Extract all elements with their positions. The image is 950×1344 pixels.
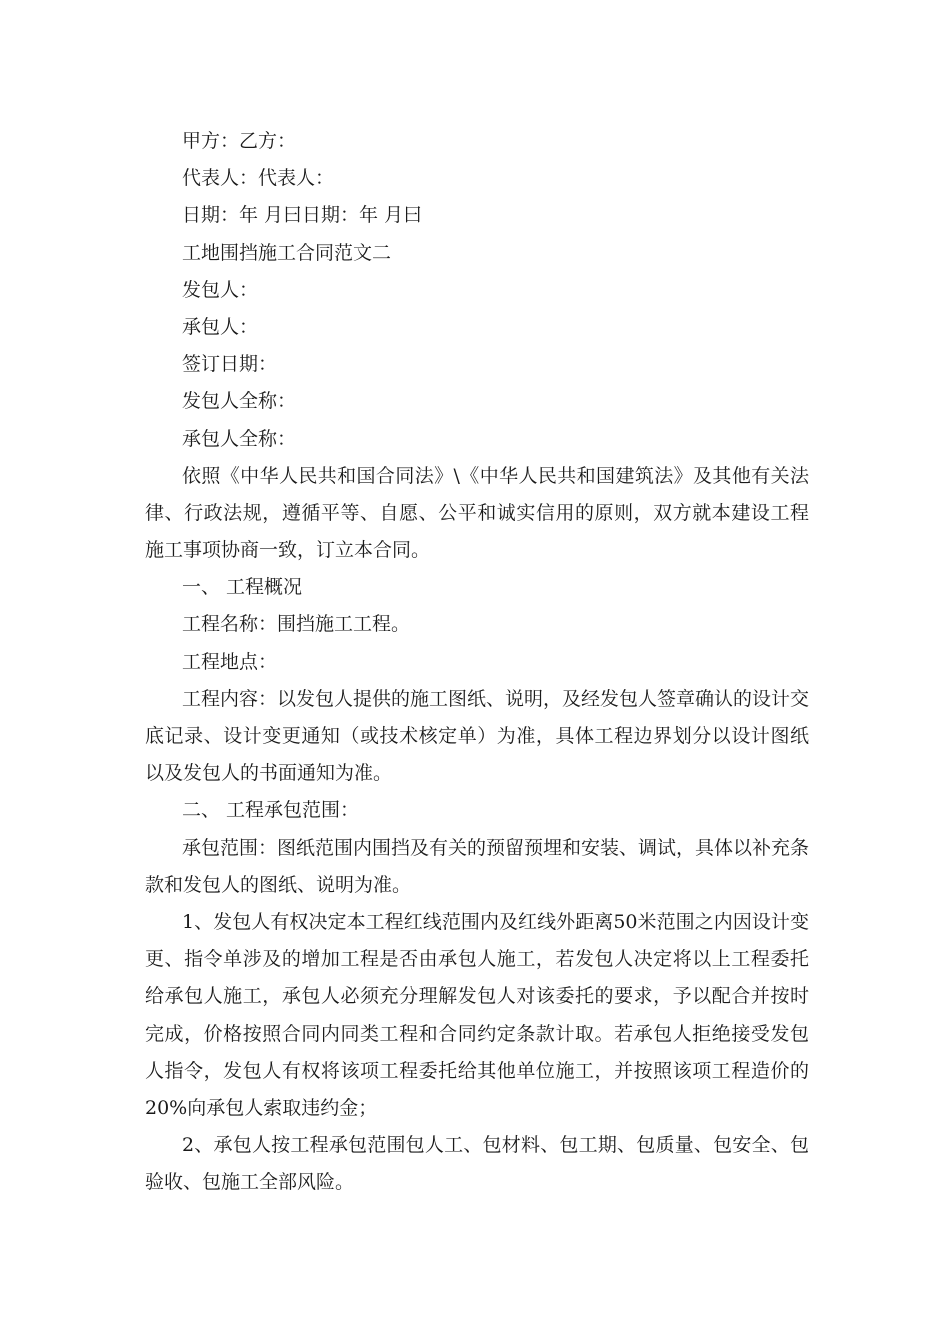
intro-paragraph: 依照《中华人民共和国合同法》\《中华人民共和国建筑法》及其他有关法律、行政法规，遵循平等、自愿、公平和诚实信用的原则，双方就本建设工程施工事项协商一致，订立本合同。: [145, 464, 809, 562]
party-line: 甲方：乙方：: [182, 130, 297, 152]
field-contractor-fullname: 承包人全称：: [182, 427, 297, 450]
section2-heading: 二、 工程承包范围：: [182, 799, 360, 822]
field-contractor: 承包人：: [182, 315, 259, 338]
field-employer: 发包人：: [182, 278, 259, 301]
project-location: 工程地点：: [182, 650, 278, 673]
date-line: 日期：年 月曰日期：年 月曰: [182, 204, 423, 227]
field-employer-fullname: 发包人全称：: [182, 390, 297, 413]
clause-1: 1、发包人有权决定本工程红线范围内及红线外距离50米范围之内因设计变更、指令单涉及的增加工程是否由承包人施工，若发包人决定将以上工程委托给承包人施工，承包人必须充分理解发包人对该委托的要求，予以配合并按时完成，价格按照合同内同类工程和合同约定条款计取。若承包人拒绝接受发包人指令，发包人有权将该项工程委托给其他单位施工，并按照该项工程造价的20%向承包人索取违约金；: [145, 911, 809, 1120]
contract-title: 工地围挡施工合同范文二: [182, 241, 392, 264]
field-signing-date: 签订日期：: [182, 353, 278, 376]
clause-2: 2、承包人按工程承包范围包人工、包材料、包工期、包质量、包安全、包验收、包施工全部风险。: [145, 1134, 809, 1194]
representative-line: 代表人：代表人：: [182, 167, 335, 190]
project-name: 工程名称：围挡施工工程。: [182, 613, 411, 636]
section1-heading: 一、 工程概况: [182, 576, 303, 599]
document-body: [145, 123, 809, 1202]
scope-paragraph: 承包范围：图纸范围内围挡及有关的预留预埋和安装、调试，具体以补充条款和发包人的图纸、说明为准。: [145, 836, 810, 896]
project-content: 工程内容：以发包人提供的施工图纸、说明，及经发包人签章确认的设计交底记录、设计变更通知（或技术核定单）为准，具体工程边界划分以设计图纸 以及发包人的书面通知为准。: [145, 687, 810, 785]
